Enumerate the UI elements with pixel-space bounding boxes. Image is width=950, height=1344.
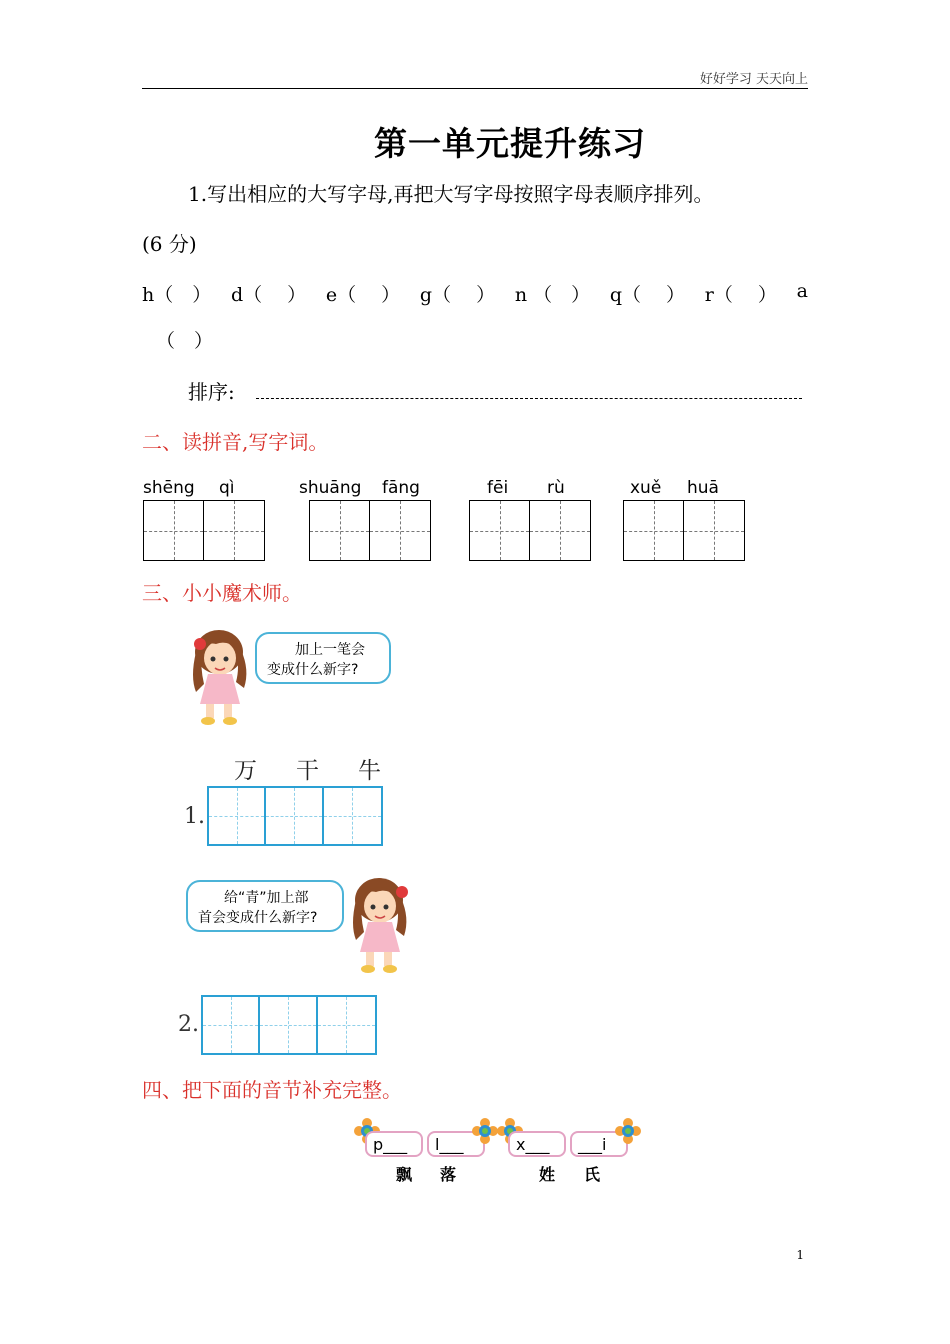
pinyin-label: shuāng — [299, 478, 362, 498]
pinyin-label: qì — [219, 478, 235, 498]
word-char: 姓 — [539, 1165, 556, 1184]
section-2-heading: 二、读拼音,写字词。 — [142, 430, 329, 454]
pinyin-label: shēng — [143, 478, 195, 498]
writing-grid[interactable] — [469, 500, 591, 561]
flower-icon — [615, 1118, 641, 1144]
pinyin-label: fēi — [487, 478, 509, 498]
item-number: 2. — [178, 1012, 199, 1037]
sort-answer-line[interactable] — [256, 398, 802, 399]
bubble-line: 变成什么新字? — [267, 662, 359, 678]
letter-item: a — [796, 280, 808, 302]
bubble-line: 给“青”加上部 — [224, 890, 309, 906]
magic-char: 干 — [296, 758, 319, 784]
magic-char: 牛 — [358, 758, 381, 784]
letter-item: g（ ） — [419, 284, 496, 306]
writing-grid[interactable] — [143, 500, 265, 561]
header-motto: 好好学习 天天向上 — [699, 72, 808, 87]
question-1-prompt: 1.写出相应的大写字母,再把大写字母按照字母表顺序排列。 — [188, 182, 714, 206]
item-number: 1. — [184, 804, 205, 829]
magic-char: 万 — [234, 758, 257, 784]
flower-icon — [472, 1118, 498, 1144]
section-3-heading: 三、小小魔术师。 — [142, 581, 302, 605]
word-char: 氏 — [584, 1165, 601, 1184]
pinyin-label: huā — [687, 478, 719, 498]
letter-row — [142, 280, 808, 307]
syllable-blank[interactable]: x___ — [508, 1131, 566, 1157]
cartoon-girl-icon — [344, 870, 414, 976]
bubble-line: 首会变成什么新字? — [198, 910, 318, 926]
question-1-score: (6 分) — [142, 232, 197, 256]
letter-item: q（ ） — [609, 284, 686, 306]
letter-item: r（ ） — [704, 284, 777, 306]
cartoon-girl-icon — [186, 622, 256, 728]
syllable-blank[interactable]: p___ — [365, 1131, 423, 1157]
letter-item: n （ ） — [514, 284, 591, 306]
pinyin-label: xuě — [630, 478, 662, 498]
letter-item: h（ ） — [142, 284, 212, 306]
pinyin-label: rù — [547, 478, 565, 498]
speech-bubble — [186, 880, 344, 932]
syllable-blank[interactable]: ___i — [570, 1131, 628, 1157]
answer-grid-1[interactable] — [207, 786, 383, 846]
page-number: 1 — [796, 1248, 804, 1262]
sort-label: 排序: — [188, 380, 235, 404]
letter-item: d（ ） — [230, 284, 307, 306]
word-char: 落 — [440, 1165, 457, 1184]
writing-grid[interactable] — [309, 500, 431, 561]
writing-grid[interactable] — [623, 500, 745, 561]
word-char: 飘 — [396, 1165, 413, 1184]
header-divider — [142, 88, 808, 89]
letter-answer-paren: （ ） — [156, 330, 214, 352]
speech-bubble — [255, 632, 391, 684]
letter-item: e（ ） — [325, 284, 401, 306]
bubble-line: 加上一笔会 — [295, 642, 365, 658]
section-4-heading: 四、把下面的音节补充完整。 — [142, 1078, 402, 1102]
pinyin-label: fāng — [382, 478, 420, 498]
syllable-blank[interactable]: l___ — [427, 1131, 485, 1157]
answer-grid-2[interactable] — [201, 995, 377, 1055]
page-title: 第一单元提升练习 — [374, 124, 646, 163]
